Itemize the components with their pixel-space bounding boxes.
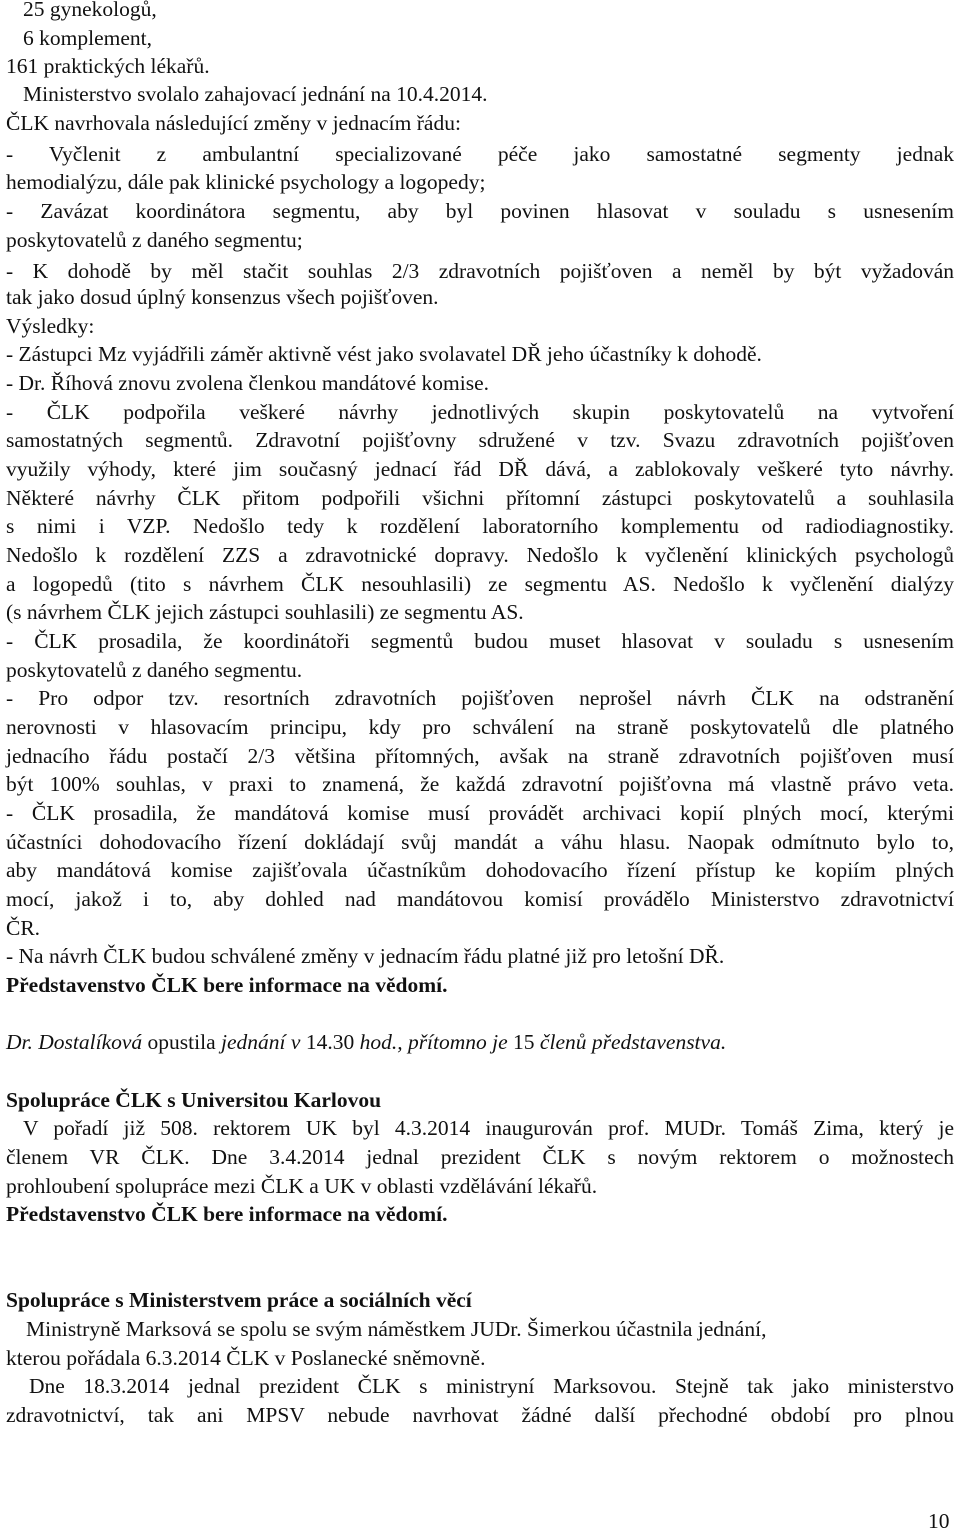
text-line: 6 komplement, (23, 26, 152, 50)
text-line: a logopedů (tito s návrhem ČLK nesouhlasili) ze segmentu AS. Nedošlo k vyčlenění dialýzy (6, 572, 954, 596)
text-line: - K dohodě by měl stačit souhlas 2/3 zdravotních pojišťoven a neměl by být vyžadován (6, 259, 954, 283)
page-number: 10 (928, 1509, 950, 1533)
section-heading: Spolupráce s Ministerstvem práce a sociálních věcí (6, 1288, 472, 1312)
text-line: mocí, jakož i to, aby dohled nad mandátovou komisí provádělo Ministerstvo zdravotnictví (6, 887, 954, 911)
text-line: aby mandátová komise zajišťovala účastníkům dohodovacího řízení přístup ke kopiím plných (6, 858, 954, 882)
text-line: - Na návrh ČLK budou schválené změny v jednacím řádu platné již pro letošní DŘ. (6, 944, 725, 968)
resolution-note: Představenstvo ČLK bere informace na vědomí. (6, 973, 448, 997)
text-line: - Zástupci Mz vyjádřili záměr aktivně vést jako svolavatel DŘ jeho účastníky k dohodě. (6, 342, 762, 366)
text-line: 161 praktických lékařů. (6, 54, 210, 78)
text-line: Nedošlo k rozdělení ZZS a zdravotnické dopravy. Nedošlo k vyčlenění klinických psychologů (6, 543, 954, 567)
text-line: - Vyčlenit z ambulantní specializované péče jako samostatné segmenty jednak (6, 142, 954, 166)
text-line: kterou pořádala 6.3.2014 ČLK v Poslanecké sněmovně. (6, 1346, 486, 1370)
text-line: Dne 18.3.2014 jednal prezident ČLK s ministryní Marksovou. Stejně tak jako ministerstvo (29, 1374, 954, 1398)
text-line: Ministerstvo svolalo zahajovací jednání na 10.4.2014. (23, 82, 488, 106)
text-line: účastníci dohodovacího řízení dokládají svůj mandát a váhu hlasu. Naopak odmítnuto bylo to, (6, 830, 954, 854)
text-line: Ministryně Marksová se spolu se svým náměstkem JUDr. Šimerkou účastnila jednání, (26, 1317, 767, 1341)
text-line: členem VR ČLK. Dne 3.4.2014 jednal prezident ČLK s novým rektorem o možnostech (6, 1145, 954, 1169)
text-line: s nimi i VZP. Nedošlo tedy k rozdělení laboratorního komplementu od radiodiagnostiky. (6, 514, 954, 538)
text-line: tak jako dosud úplný konsenzus všech pojišťoven. (6, 285, 439, 309)
text-line: (s návrhem ČLK jejich zástupci souhlasili) ze segmentu AS. (6, 600, 524, 624)
text-line: - Zavázat koordinátora segmentu, aby byl povinen hlasovat v souladu s usnesením (6, 199, 954, 223)
text-line: zdravotnictví, tak ani MPSV nebude navrhovat žádné další přechodné období pro plnou (6, 1403, 954, 1427)
text-line: - Pro odpor tzv. resortních zdravotních pojišťoven neprošel návrh ČLK na odstranění (6, 686, 954, 710)
text-line: využily výhody, které jim současný jednací řád DŘ dává, a zablokovaly veškeré tyto návrhy. (6, 457, 954, 481)
text-line: poskytovatelů z daného segmentu. (6, 658, 303, 682)
text-line: samostatných segmentů. Zdravotní pojišťovny sdružené v tzv. Svazu zdravotních pojišťoven (6, 428, 954, 452)
text-line: být 100% souhlas, v praxi to znamená, že každá zdravotní pojišťovna má vlastně právo veta. (6, 772, 954, 796)
section-heading: Spolupráce ČLK s Universitou Karlovou (6, 1088, 382, 1112)
resolution-note: Představenstvo ČLK bere informace na vědomí. (6, 1202, 448, 1226)
text-line: ČLK navrhovala následující změny v jednacím řádu: (6, 111, 461, 135)
text-line: nerovnosti v hlasovacím principu, kdy pro schválení na straně poskytovatelů dle platného (6, 715, 954, 739)
text-line: - Dr. Říhová znovu zvolena členkou mandátové komise. (6, 371, 490, 395)
attendance-note: Dr. Dostalíková opustila jednání v 14.30 hod., přítomno je 15 členů představenstva. (6, 1030, 727, 1054)
text-line: V pořadí již 508. rektorem UK byl 4.3.2014 inaugurován prof. MUDr. Tomáš Zima, který je (23, 1116, 954, 1140)
text-line: Výsledky: (6, 314, 95, 338)
text-line: 25 gynekologů, (23, 0, 157, 21)
text-line: poskytovatelů z daného segmentu; (6, 228, 303, 252)
text-line: - ČLK podpořila veškeré návrhy jednotlivých skupin poskytovatelů na vytvoření (6, 400, 954, 424)
text-line: ČR. (6, 916, 41, 940)
text-line: prohloubení spolupráce mezi ČLK a UK v oblasti vzdělávání lékařů. (6, 1174, 598, 1198)
text-line: jednacího řádu postačí 2/3 většina přítomných, avšak na straně zdravotních pojišťoven musí (6, 744, 954, 768)
text-line: Některé návrhy ČLK přitom podpořili všichni přítomní zástupci poskytovatelů a souhlasila (6, 486, 954, 510)
text-line: - ČLK prosadila, že koordinátoři segmentů budou muset hlasovat v souladu s usnesením (6, 629, 954, 653)
text-line: hemodialýzu, dále pak klinické psychology a logopedy; (6, 170, 486, 194)
text-line: - ČLK prosadila, že mandátová komise musí provádět archivaci kopií plných mocí, kterými (6, 801, 954, 825)
